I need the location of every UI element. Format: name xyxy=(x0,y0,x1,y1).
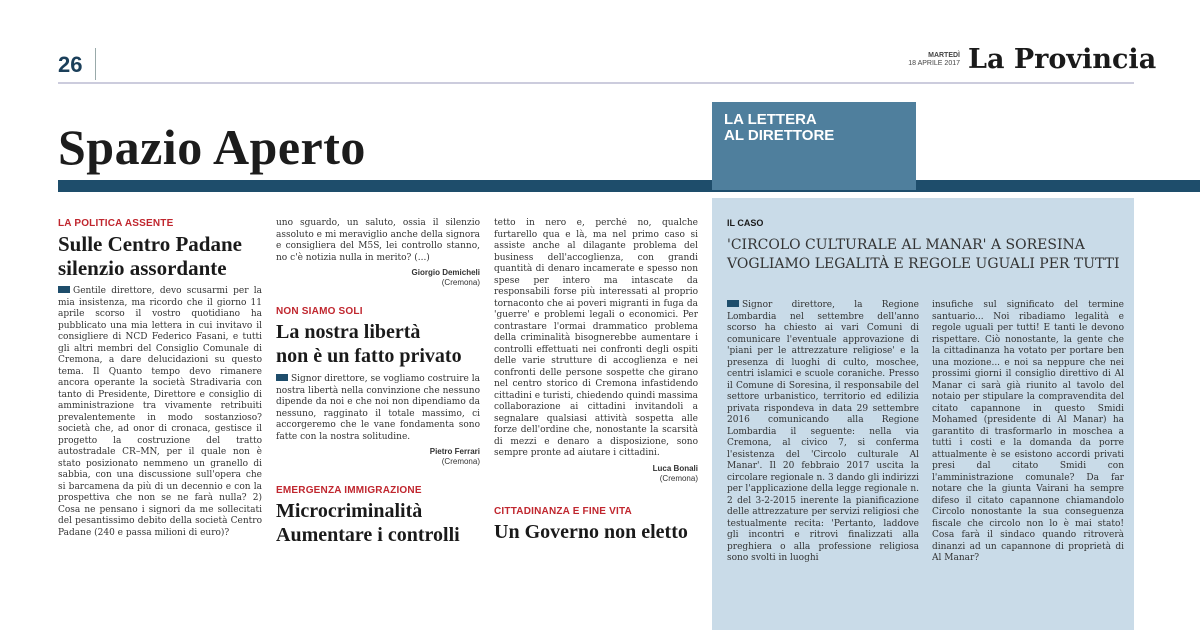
article-kicker: CITTADINANZA E FINE VITA xyxy=(494,505,632,517)
headline-line: Aumentare i controlli xyxy=(276,524,460,546)
article-kicker: NON SIAMO SOLI xyxy=(276,306,363,317)
article-body xyxy=(58,286,262,539)
headline-line: silenzio assordante xyxy=(58,256,227,280)
headline-line: Microcriminalità xyxy=(276,500,423,522)
salutation: Gentile direttore, xyxy=(73,286,155,296)
letter-title-line2: AL DIRETTORE xyxy=(724,127,835,144)
article-kicker: EMERGENZA IMMIGRAZIONE xyxy=(276,485,422,496)
signature xyxy=(276,447,480,467)
headline-line: non è un fatto privato xyxy=(276,345,462,367)
newspaper-masthead: La Provincia xyxy=(968,44,1157,75)
paragraph-marker-icon xyxy=(276,374,288,381)
body-text: se vogliamo costruire la nostra libertà nella convinzione che nessuno dipende da noi e che noi non dipendiamo da nessuno, ragginato il totale massimo, ci accorgeremo che le vane fondamenta sono fatte con la nostra solitudine. xyxy=(276,374,480,442)
article-body xyxy=(727,300,919,565)
article-kicker: LA POLITICA ASSENTE xyxy=(58,218,174,229)
signature-city: (Cremona) xyxy=(441,278,480,287)
signature-city: (Cremona) xyxy=(441,457,480,466)
header-rule xyxy=(58,82,1134,84)
case-column-right xyxy=(932,300,1124,630)
signature-name: Giorgio Demicheli xyxy=(411,268,480,277)
headline-line: 'CIRCOLO CULTURALE AL MANAR' A SORESINA xyxy=(727,237,1085,253)
section-title: Spazio Aperto xyxy=(58,119,366,175)
body-text: la Regione Lombardia nel settembre dell'anno scorso ha chiesto ai vari Comuni di comunicare l'eventuale approvazione di 'piani per le attrezzature religiose' e la presenza di luoghi di culto, moschee, centri islamici e scuole coraniche. Presso il Comune di Soresina, il responsabile del settore urbanistico, territorio ed edilizia privata rispondeva in data 29 settembre 2016 comunicando alla Regione Lombardia il seguente: nella via Cremona, al civico 7, si conferma l'esistenza del 'Circolo culturale Al Manar'. Il 20 febbraio 2017 uscita la circolare regionale n. 3 dando gli indirizzi per l'applicazione della legge regionale n. 2 del 3-2-2015 inerente la pianificazione delle attrezzature per servizi religiosi che testualmente recita: 'Pertanto, laddove gli incontri e ritrovi finalizzati alla preghiera o alla professione religiosa sono svolti in luoghi xyxy=(727,300,919,563)
article-body: uno sguardo, un saluto, ossia il silenzio assoluto e mi meraviglio anche della signora e consigliera del M5S, lei controllo stanno, no c'è notizia nulla in merito? (...) xyxy=(276,218,480,263)
article-column-2 xyxy=(276,218,480,630)
headline-line: Sulle Centro Padane xyxy=(58,232,242,256)
issue-day: MARTEDÌ xyxy=(928,52,960,59)
signature-name: Pietro Ferrari xyxy=(429,447,480,456)
signature-name: Luca Bonali xyxy=(652,463,698,473)
body-text: devo scusarmi per la mia insistenza, ma ricordo che il giorno 11 aprile scorso il vostro quotidiano ha pubblicato una mia lettera in cui invitavo il consigliere di NCD Federico Fasani, e tutti gli altri membri del Consiglio Comunale di Cremona, a dare delucidazioni su questo tema. Il Quanto tempo devo rimanere ancora operante la società Stradivaria con tanto di Presidente, Direttore e consiglio di amministrazione tra vivamente retribuiti prevalentemente in modo sostanzioso? società che, ad onor di cronaca, gestisce il progetto la costruzione del tratto autostradale CR–MN, per il quale non è stato posizionato nemmeno un granello di sabbia, con una discussione sull'opera che si barcamena da più di un decennio e con la prospettiva che non se ne farà nulla? 2) Cosa ne pensano i signori da me sollecitati del pesantissimo debito della società Centro Padane (240 e passa milioni di euro)? xyxy=(58,286,262,538)
article-body xyxy=(276,374,480,443)
salutation: Signor direttore, xyxy=(291,374,368,384)
case-headline xyxy=(727,236,1127,274)
article-body: insufiche sul significato del termine santuario... Noi ribadiamo legalità e regole uguali per tutti! E tanti le devono rispettare. Ciò nonostante, la gente che la cittadinanza ha votato per portare ben una mozione... e noi sa neppure che nei prossimi giorni il consiglio direttivo di Al Manar ci sarà già riunito al tavolo del notaio per stipulare la compravendita del citato capannone in questo Smidi Mohamed (presidente di Al Manar) ha garantito di trasformarlo in moschea a tutti i costi e la domanda da porre attualmente è se esistono accordi privati presi dal citato Smidi con l'amministrazione comunale? Da far notare che la giunta Vairani ha sempre difeso il citato capannone chiamandolo Circolo nonostante la sua conseguenza fiscale che circolo non lo è mai stato! Cosa farà il sindaco quando ritroverà dinanzi ad un capannone di proprietà di Al Manar? xyxy=(932,300,1124,563)
article-column-1 xyxy=(58,218,262,630)
issue-date-full: 18 APRILE 2017 xyxy=(908,60,960,67)
article-headline xyxy=(58,232,262,280)
case-column-left xyxy=(727,300,919,630)
salutation: Signor direttore, xyxy=(742,300,835,310)
header-divider xyxy=(95,48,96,80)
letter-box-title xyxy=(724,112,904,144)
signature xyxy=(276,268,480,288)
paragraph-marker-icon xyxy=(58,286,70,293)
article-column-3 xyxy=(494,218,698,630)
page-number: 26 xyxy=(58,52,83,77)
article-headline: Un Governo non eletto xyxy=(494,520,688,543)
article-headline xyxy=(276,320,480,368)
issue-date xyxy=(880,52,960,68)
signature-city: (Cremona) xyxy=(659,473,698,483)
signature xyxy=(494,464,698,484)
article-headline xyxy=(276,499,480,547)
headline-line: La nostra libertà xyxy=(276,321,421,343)
paragraph-marker-icon xyxy=(727,300,739,307)
headline-line: VOGLIAMO LEGALITÀ E REGOLE UGUALI PER TUTTI xyxy=(727,256,1120,272)
case-kicker: IL CASO xyxy=(727,218,764,228)
letter-title-line1: LA LETTERA xyxy=(724,111,817,128)
article-body: tetto in nero e, perché no, qualche furtarello qua e là, ma nel primo caso si assiste anche al dilagante problema del business dell'accoglienza, con grandi quantità di denaro incamerate e spesso non spese per intero ma intascate da responsabili forse più interessati al proprio tornaconto che ai poveri migranti in fuga da 'guerre' e problemi legali o economici. Per contrastare l'ormai drammatico problema della criminalità bisognerebbe aumentare i controlli effettuati nei confronti degli ospiti delle varie strutture di accoglienza e nei confronti delle persone sospette che girano nel centro storico di Cremona infastidendo cittadini e turisti, chiedendo quindi massima collaborazione ai cittadini invitandoli a segnalare qualsiasi attività sospetta alle forze dell'ordine che, nonostante la scarsità di mezzi e denaro a disposizione, sono sempre pronte ad aiutare i cittadini. xyxy=(494,218,698,458)
section-bar xyxy=(58,180,1200,192)
